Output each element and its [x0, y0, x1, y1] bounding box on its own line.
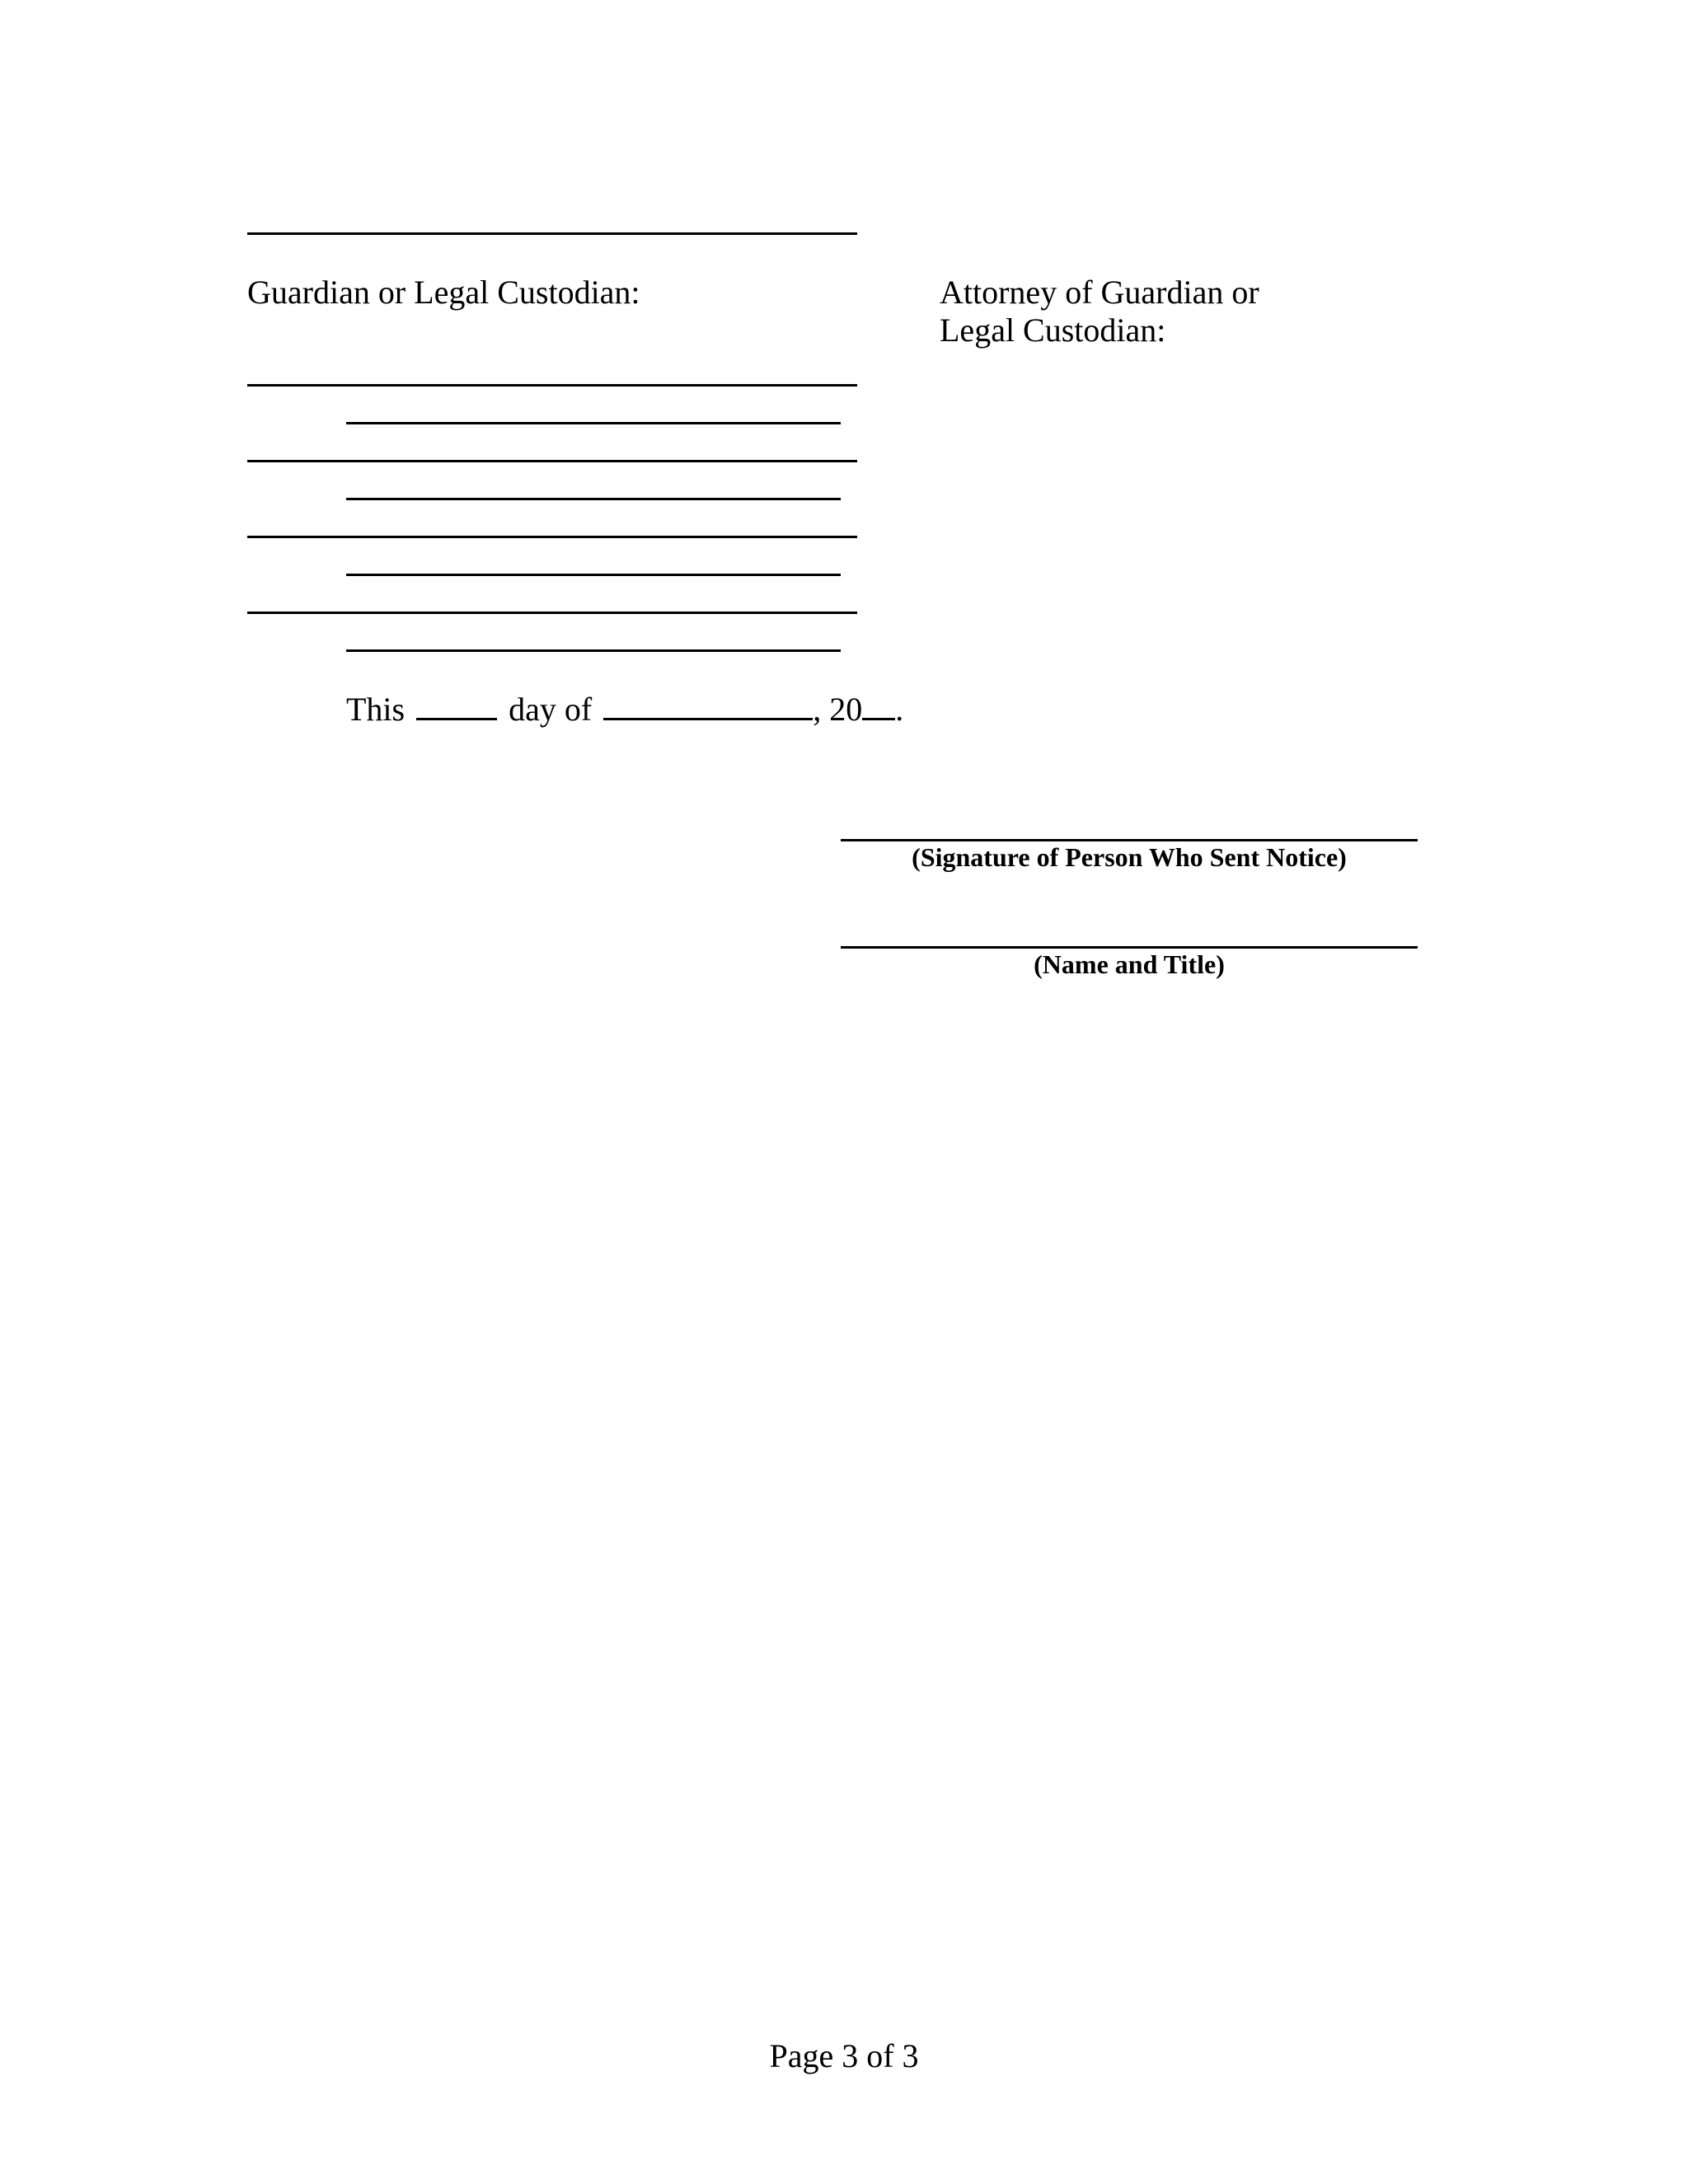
sender-signature-line[interactable]	[841, 839, 1418, 841]
year-blank[interactable]	[862, 693, 895, 720]
name-title-caption: (Name and Title)	[1034, 949, 1225, 979]
name-title-line[interactable]	[841, 946, 1418, 949]
guardian-field-line-1-indent[interactable]	[346, 422, 841, 424]
top-signature-line[interactable]	[247, 232, 857, 235]
date-middle: day of	[509, 691, 593, 728]
page-number: Page 3 of 3	[769, 2037, 919, 2074]
guardian-field-line-3[interactable]	[247, 536, 857, 538]
guardian-field-line-4-indent[interactable]	[346, 649, 841, 652]
guardian-field-line-1[interactable]	[247, 384, 857, 387]
guardian-field-line-3-indent[interactable]	[346, 574, 841, 576]
attorney-label-line1: Attorney of Guardian or	[940, 274, 1259, 311]
signature-caption: (Signature of Person Who Sent Notice)	[912, 842, 1347, 872]
year-prefix: , 20	[813, 691, 863, 728]
attorney-label-line2: Legal Custodian:	[940, 312, 1166, 349]
date-suffix: .	[895, 691, 904, 728]
month-blank[interactable]	[603, 693, 813, 720]
guardian-field-line-2-indent[interactable]	[346, 498, 841, 500]
guardian-label: Guardian or Legal Custodian:	[247, 274, 640, 311]
day-blank[interactable]	[416, 693, 497, 720]
guardian-field-line-4[interactable]	[247, 612, 857, 614]
guardian-field-line-2[interactable]	[247, 460, 857, 462]
date-prefix: This	[346, 691, 406, 728]
date-line	[346, 691, 903, 729]
